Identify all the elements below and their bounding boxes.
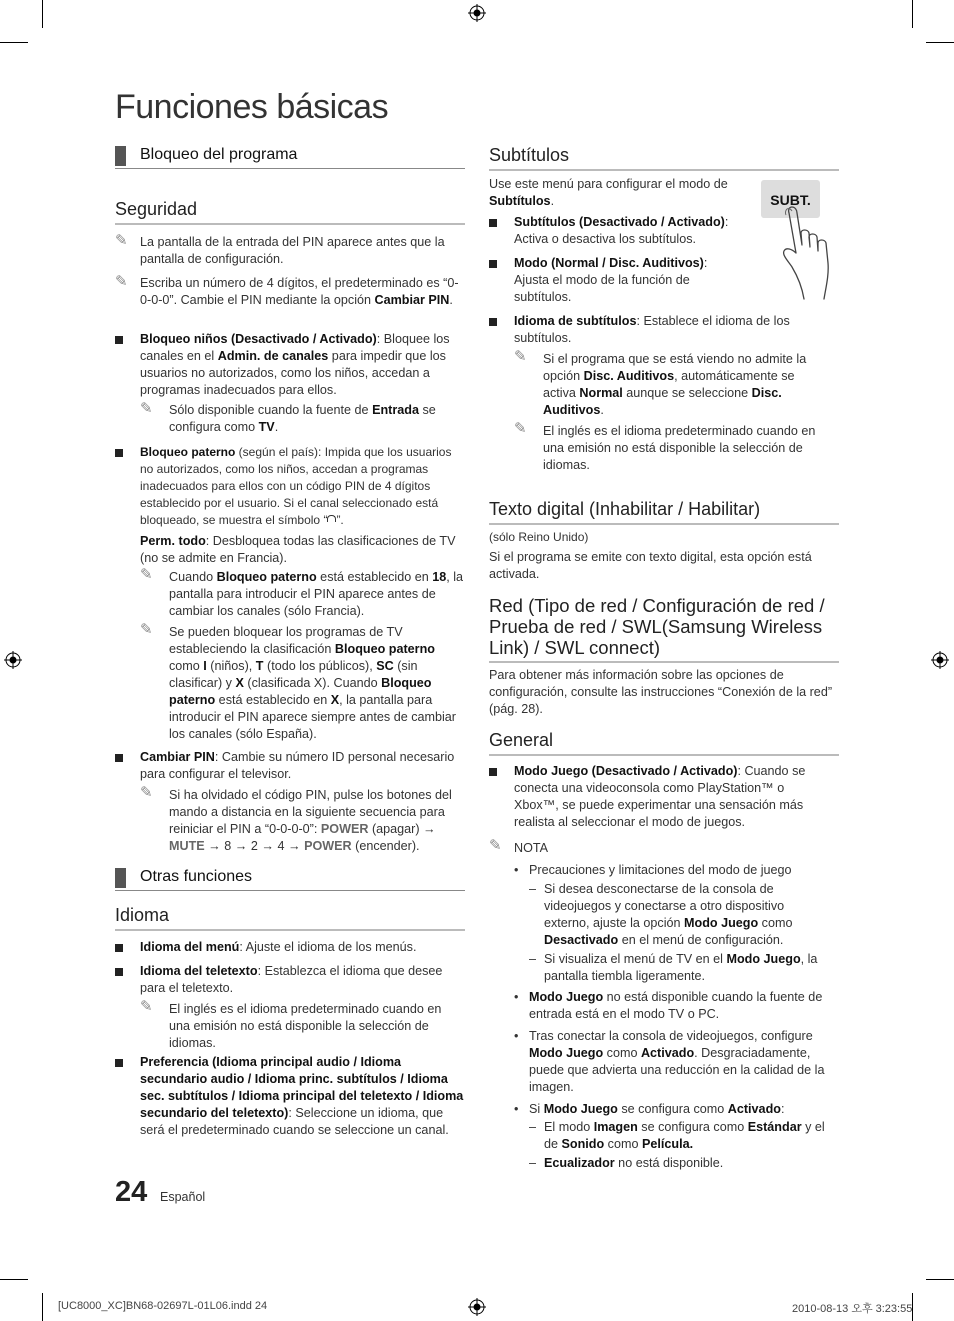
bullet-square bbox=[115, 968, 123, 976]
bullet-square bbox=[115, 1059, 123, 1067]
crop-mark bbox=[926, 42, 954, 43]
sub-item: – Si visualiza el menú de TV en el Modo Juego, la pantalla tiembla ligeramente. bbox=[529, 952, 818, 983]
sub-item: – Si desea desconectarse de la consola de videojuegos y conectarse a otro dispositivo externo, ajuste la opción Modo Juego como Desactivado en el menú de configuración. bbox=[529, 882, 793, 947]
perm-todo-text: Perm. todo: Desbloquea todas las clasificaciones de TV (no se admite en Francia). bbox=[140, 534, 456, 565]
page-number: 24 bbox=[115, 1176, 148, 1208]
section-title: Otras funciones bbox=[140, 868, 253, 885]
note-pencil-icon: ✎ bbox=[140, 566, 153, 583]
subt-button-label: SUBT. bbox=[770, 192, 811, 208]
section-title: Bloqueo del programa bbox=[140, 146, 298, 163]
heading-idioma: Idioma bbox=[115, 905, 465, 931]
registration-mark-icon bbox=[468, 4, 486, 22]
red-text: Para obtener más información sobre las opciones de configuración, consulte las instrucciones “Conexión de la red” (pág. 28). bbox=[489, 668, 833, 716]
list-item-subtitulos: Subtítulos (Desactivado / Activado): Activa o desactiva los subtítulos. bbox=[489, 214, 749, 248]
bullet-square bbox=[115, 336, 123, 344]
note-pencil-icon: ✎ bbox=[514, 420, 527, 437]
bullet-square bbox=[489, 318, 497, 326]
section-bar-bloqueo bbox=[115, 144, 465, 169]
note-pencil-icon: ✎ bbox=[140, 784, 153, 801]
page-language: Español bbox=[160, 1190, 206, 1204]
note-text: Si el programa que se está viendo no admite la opción Disc. Auditivos, automáticamente se activa Normal aunque se seleccione Disc. Auditivos. bbox=[543, 352, 807, 417]
bullet-square bbox=[489, 219, 497, 227]
list-item-activado: • Si Modo Juego se configura como Activado: bbox=[514, 1102, 785, 1116]
note-text: Cuando Bloqueo paterno está establecido en 18, la pantalla para introducir el PIN aparece antes de cambiar los canales (sólo Francia). bbox=[169, 570, 464, 618]
note-text: Si ha olvidado el código PIN, pulse los botones del mando a distancia en la siguiente secuencia para reiniciar el PIN a “0-0-0-0”: POWER (apagar) → MUTE → 8 → 2 → 4 → POWER (encender). bbox=[169, 788, 452, 853]
note-text: El inglés es el idioma predeterminado cuando en una emisión no está disponible la selección de idiomas. bbox=[543, 424, 816, 472]
list-item-preferencia: Preferencia (Idioma principal audio / Idioma secundario audio / Idioma princ. subtítulos / Idioma sec. subtítulos / Idioma principal del teletexto / Idioma secundario del teletexto): Seleccione un idioma, que será el predeterminado cuando se seleccione un canal. bbox=[115, 1054, 465, 1139]
texto-digital-text: Si el programa se emite con texto digital, esta opción está activada. bbox=[489, 550, 812, 581]
list-item-modo: Modo (Normal / Disc. Auditivos): Ajusta el modo de la función de subtítulos. bbox=[489, 255, 749, 306]
heading-subtitulos: Subtítulos bbox=[489, 145, 839, 171]
note-pencil-icon: ✎ bbox=[140, 998, 153, 1015]
list-item-idioma-teletexto: Idioma del teletexto: Establezca el idioma que desee para el teletexto. bbox=[115, 963, 465, 997]
section-marker bbox=[115, 868, 126, 888]
note-text: Sólo disponible cuando la fuente de Entrada se configura como TV. bbox=[169, 403, 436, 434]
list-item-cambiar-pin: Cambiar PIN: Cambie su número ID personal necesario para configurar el televisor. bbox=[115, 749, 465, 783]
note-pencil-icon: ✎ bbox=[140, 400, 153, 417]
list-item-modo-juego: Modo Juego (Desactivado / Activado): Cuando se conecta una videoconsola como PlayStation™ o Xbox™, se puede experimentar una sensación más realista al seleccionar el modo de juegos. bbox=[489, 763, 839, 831]
list-item-modo-juego-tv: • Modo Juego no está disponible cuando la fuente de entrada está en el modo TV o PC. bbox=[514, 990, 823, 1021]
section-bar-otras bbox=[115, 866, 465, 891]
bullet-square bbox=[489, 768, 497, 776]
list-item-idioma-subtitulos: Idioma de subtítulos: Establece el idioma de los subtítulos. bbox=[489, 313, 839, 347]
note-pencil-icon: ✎ bbox=[115, 232, 128, 249]
nota-label: NOTA bbox=[514, 841, 549, 855]
sub-item: – El modo Imagen se configura como Estándar y el de Sonido como Película. bbox=[529, 1120, 825, 1151]
bullet-square bbox=[115, 944, 123, 952]
section-marker bbox=[115, 146, 126, 166]
note-text: El inglés es el idioma predeterminado cuando en una emisión no está disponible la selección de idiomas. bbox=[169, 1002, 442, 1050]
crop-mark bbox=[0, 42, 28, 43]
list-item-bloqueo-paterno: Bloqueo paterno (según el país): Impida que los usuarios no autorizados, como los niños, accedan a programas inadecuados para ellos con un código PIN de 4 dígitos establecido por el usuario. Si el canal seleccionado está bloqueado, se muestra el símbolo “ ”. bbox=[115, 444, 465, 529]
footer-date: 2010-08-13 오후 3:23:55 bbox=[792, 1303, 913, 1315]
list-item-idioma-menu: Idioma del menú: Ajuste el idioma de los menús. bbox=[115, 939, 465, 956]
registration-mark-icon bbox=[931, 651, 949, 669]
crop-mark bbox=[912, 0, 913, 28]
crop-mark bbox=[42, 1293, 43, 1321]
note-pencil-icon: ✎ bbox=[115, 273, 128, 290]
heading-general: General bbox=[489, 730, 839, 756]
heading-red: Red (Tipo de red / Configuración de red / Prueba de red / SWL(Samsung Wireless Link) / SWL connect) bbox=[489, 595, 839, 663]
note-text: La pantalla de la entrada del PIN aparece antes que la pantalla de configuración. bbox=[140, 235, 445, 266]
note-text: Se pueden bloquear los programas de TV estableciendo la clasificación Bloqueo paterno como I (niños), T (todo los públicos), SC (sin clasificar) y X (clasificada X). Cuando Bloqueo paterno está establecido en X, la pantalla para introducir el PIN aparece siempre antes de cambiar los canales (sólo España). bbox=[169, 625, 456, 741]
texto-digital-note: (sólo Reino Unido) bbox=[489, 530, 589, 544]
note-pencil-icon: ✎ bbox=[514, 348, 527, 365]
registration-mark-icon bbox=[468, 1298, 486, 1316]
crop-mark bbox=[926, 1279, 954, 1280]
note-pencil-icon: ✎ bbox=[489, 837, 502, 854]
intro-text: Use este menú para configurar el modo de Subtítulos. bbox=[489, 177, 728, 208]
bullet-square bbox=[115, 754, 123, 762]
bullet-square bbox=[115, 449, 123, 457]
sub-item: – Ecualizador no está disponible. bbox=[529, 1156, 724, 1170]
registration-mark-icon bbox=[4, 651, 22, 669]
heading-texto-digital: Texto digital (Inhabilitar / Habilitar) bbox=[489, 499, 839, 525]
hand-pointer-icon bbox=[780, 203, 840, 303]
list-item-precauciones: • Precauciones y limitaciones del modo de juego bbox=[514, 863, 792, 877]
crop-mark bbox=[0, 1279, 28, 1280]
note-text: Escriba un número de 4 dígitos, el predeterminado es “0-0-0-0”. Cambie el PIN mediante la opción Cambiar PIN. bbox=[140, 276, 459, 307]
page-title: Funciones básicas bbox=[115, 88, 389, 126]
footer-file: [UC8000_XC]BN68-02697L-01L06.indd 24 bbox=[58, 1300, 268, 1312]
bullet-square bbox=[489, 260, 497, 268]
crop-mark bbox=[42, 0, 43, 28]
lock-icon bbox=[327, 515, 336, 522]
note-pencil-icon: ✎ bbox=[140, 621, 153, 638]
heading-seguridad: Seguridad bbox=[115, 199, 465, 225]
list-item-consola: • Tras conectar la consola de videojuegos, configure Modo Juego como Activado. Desgraciadamente, puede que advierta una reducción en la calidad de la imagen. bbox=[514, 1029, 825, 1094]
list-item-bloqueo-ninos: Bloqueo niños (Desactivado / Activado): Bloquee los canales en el Admin. de canales para impedir que los usuarios no autorizados, como los niños, accedan a programas inadecuados para ellos. bbox=[115, 331, 465, 399]
